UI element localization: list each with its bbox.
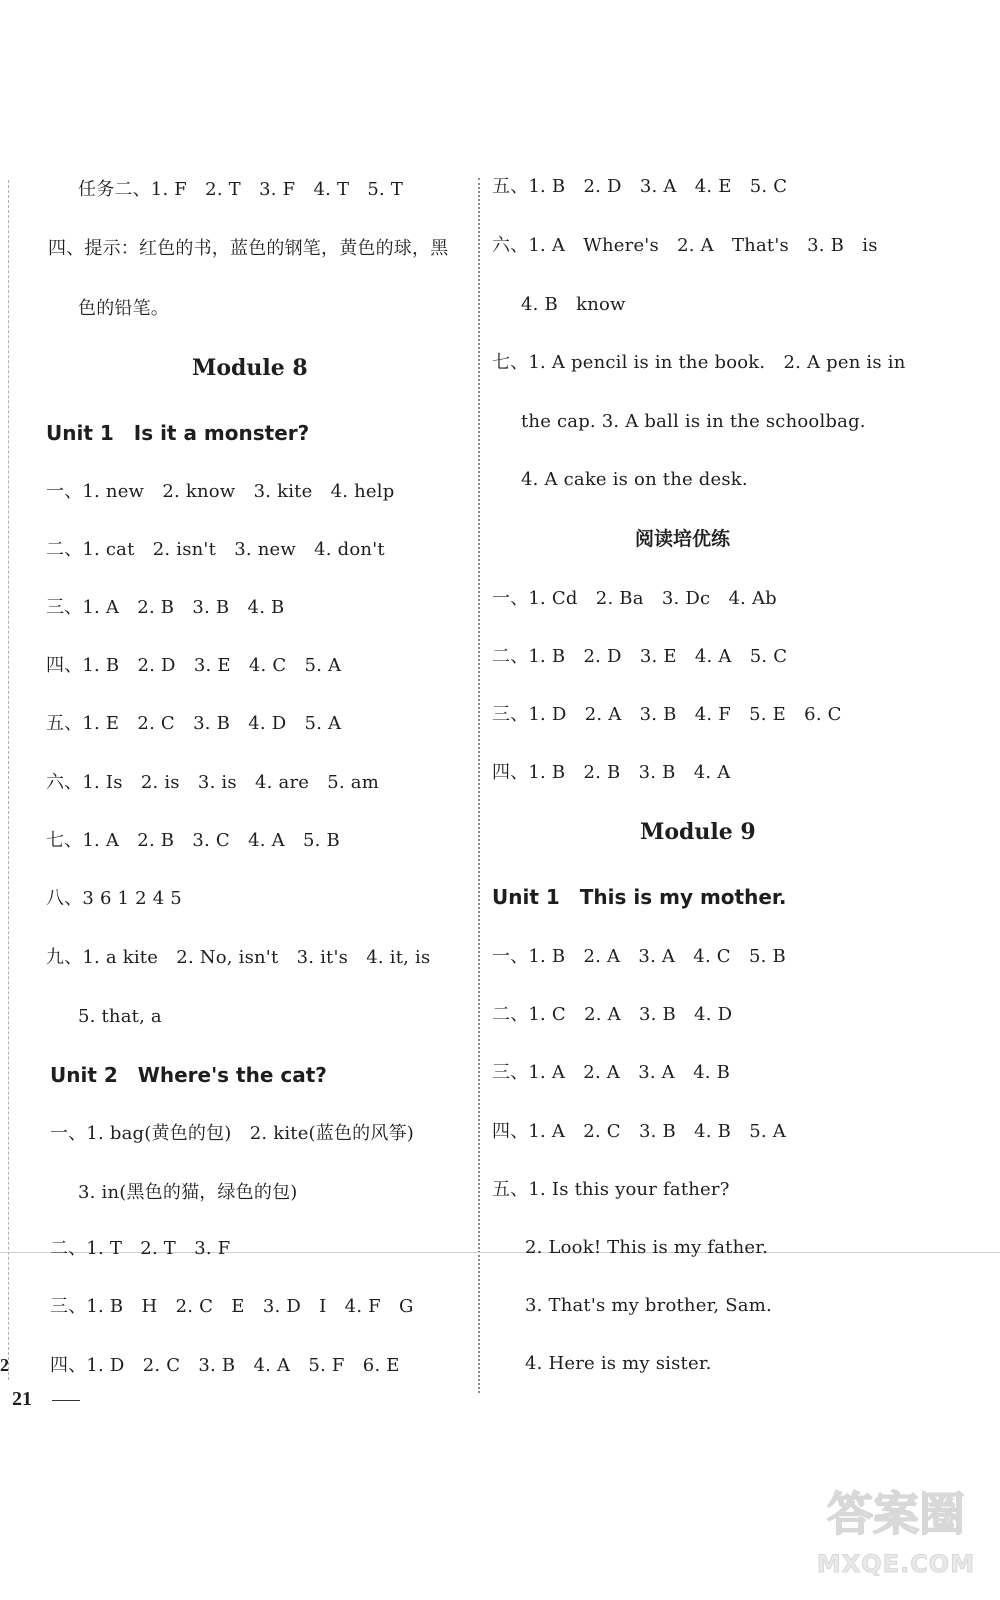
edge-fragment: 2 [0,1355,9,1375]
answer-line: 四、1. A 2. C 3. B 4. B 5. A [492,1121,786,1142]
answer-line: 九、1. a kite 2. No, isn't 3. it's 4. it, is [46,947,431,968]
answer-line: 四、1. B 2. D 3. E 4. C 5. A [46,655,342,676]
watermark-site: MXQE.COM [816,1550,976,1578]
unit-heading: Unit 2 Where's the cat? [50,1063,327,1087]
answer-line: 五、1. Is this your father? [492,1179,730,1200]
answer-line: 七、1. A pencil is in the book. 2. A pen is in [492,352,906,373]
watermark-logo: 答案圈 [827,1487,965,1541]
module-heading: Module 8 [192,355,308,381]
answer-line: 一、1. Cd 2. Ba 3. Dc 4. Ab [492,588,777,609]
answer-line: 二、1. B 2. D 3. E 4. A 5. C [492,646,788,667]
answer-line: 四、提示：红色的书，蓝色的钢笔，黄色的球，黑 [48,238,449,259]
binding-edge-line [8,180,9,1380]
answer-line: 二、1. cat 2. isn't 3. new 4. don't [46,539,385,560]
answer-line: 任务二、1. F 2. T 3. F 4. T 5. T [78,179,404,200]
answer-line: 七、1. A 2. B 3. C 4. A 5. B [46,830,340,851]
unit-heading: Unit 1 This is my mother. [492,885,787,909]
page-number-dash [52,1400,80,1401]
answer-line: 二、1. T 2. T 3. F [50,1238,231,1259]
section-heading: 阅读培优练 [635,528,731,550]
answer-line: 5. that, a [78,1006,162,1027]
answer-line: 三、1. A 2. B 3. B 4. B [46,597,285,618]
answer-line: 六、1. A Where's 2. A That's 3. B is [492,235,878,256]
site-watermark [812,1478,980,1588]
answer-line: 三、1. B H 2. C E 3. D I 4. F G [50,1296,414,1317]
answer-line: 三、1. D 2. A 3. B 4. F 5. E 6. C [492,704,842,725]
answer-line: 八、3 6 1 2 4 5 [46,888,182,909]
answer-line: 一、1. B 2. A 3. A 4. C 5. B [492,946,786,967]
answer-line: 四、1. B 2. B 3. B 4. A [492,762,731,783]
answer-line: 色的铅笔。 [78,298,169,319]
answer-line: 六、1. Is 2. is 3. is 4. are 5. am [46,772,380,793]
answer-line: 一、1. bag(黄色的包) 2. kite(蓝色的风筝) [50,1123,415,1144]
answer-line: the cap. 3. A ball is in the schoolbag. [521,411,866,432]
answer-line: 4. B know [521,294,626,315]
page-number: 21 [12,1388,32,1410]
answer-line: 二、1. C 2. A 3. B 4. D [492,1004,733,1025]
answer-line: 三、1. A 2. A 3. A 4. B [492,1062,731,1083]
answer-line: 4. A cake is on the desk. [521,469,748,490]
answer-line: 4. Here is my sister. [525,1353,712,1374]
answer-line: 3. That's my brother, Sam. [525,1295,772,1316]
answer-line: 五、1. E 2. C 3. B 4. D 5. A [46,713,342,734]
answer-line: 四、1. D 2. C 3. B 4. A 5. F 6. E [50,1355,400,1376]
answer-line: 一、1. new 2. know 3. kite 4. help [46,481,395,502]
module-heading: Module 9 [640,819,756,845]
unit-heading: Unit 1 Is it a monster? [46,421,310,445]
answer-line: 2. Look! This is my father. [525,1237,768,1258]
answer-line: 五、1. B 2. D 3. A 4. E 5. C [492,176,788,197]
answer-line: 3. in(黑色的猫，绿色的包) [78,1182,298,1203]
column-divider [478,178,480,1393]
